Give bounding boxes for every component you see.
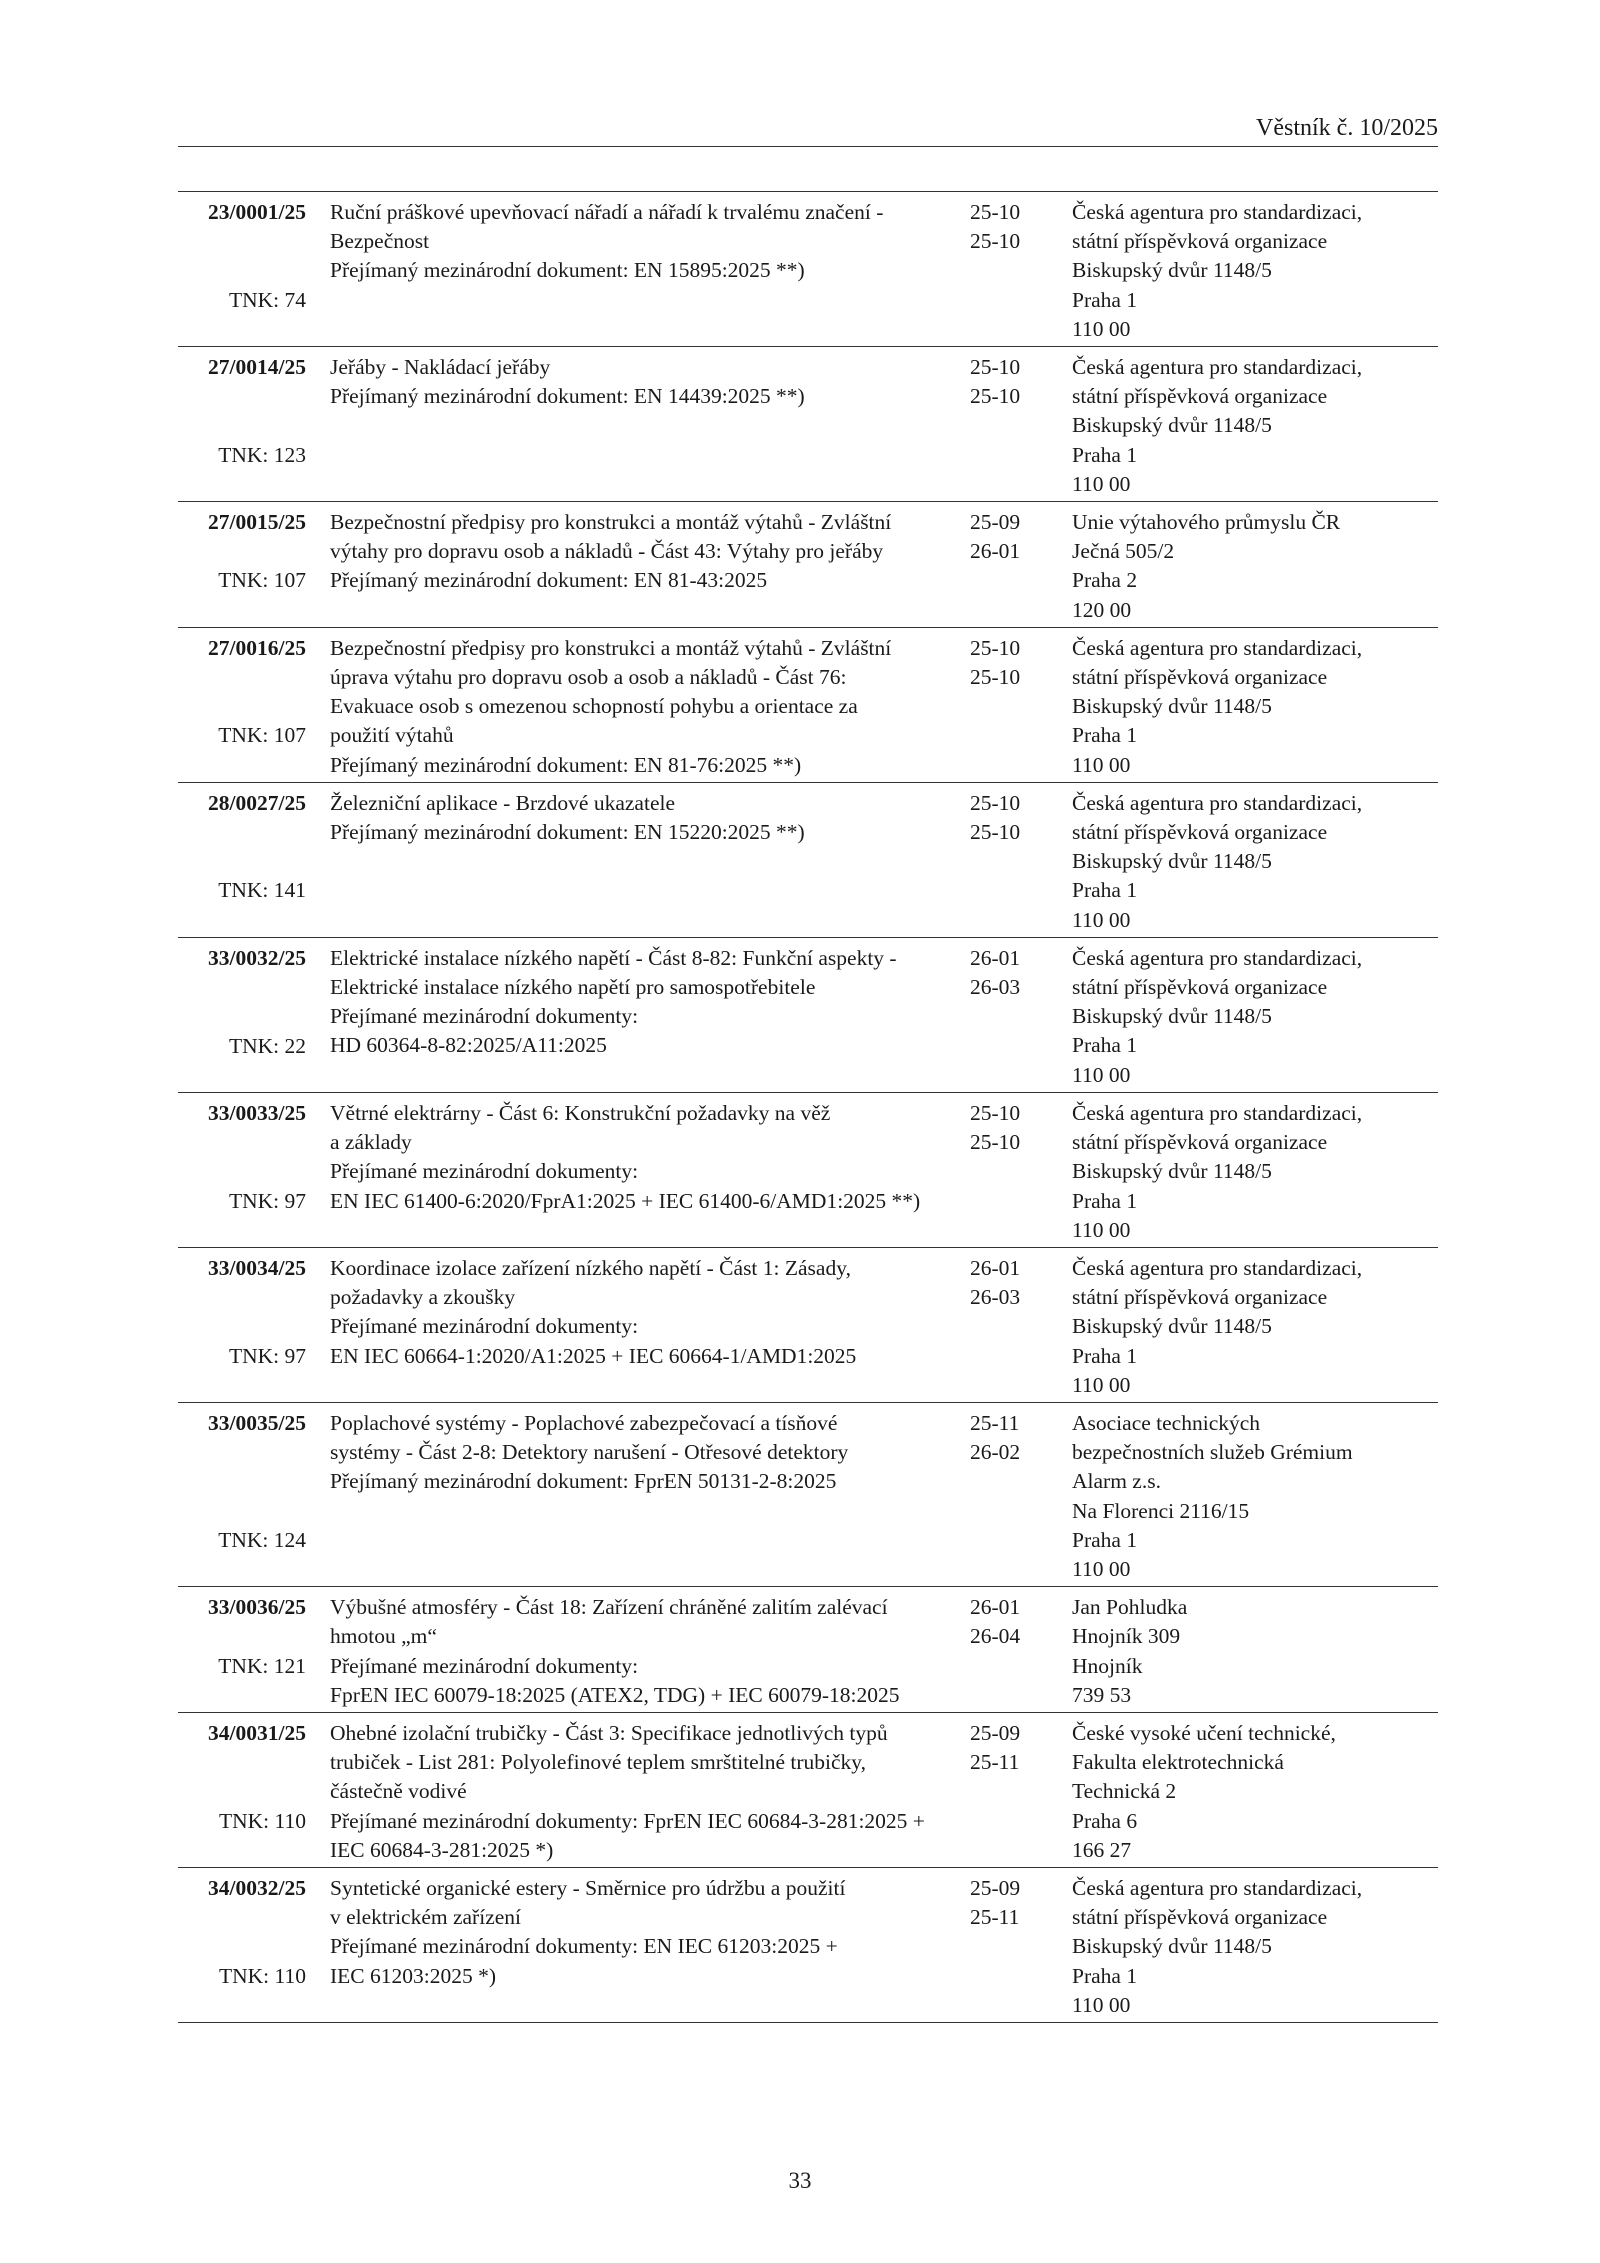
organization-line: státní příspěvková organizace bbox=[1072, 820, 1328, 845]
record-dates bbox=[970, 944, 1050, 1090]
organization-line: Česká agentura pro standardizaci, bbox=[1072, 790, 1363, 815]
date-value: 26-04 bbox=[970, 1624, 1021, 1649]
record-row bbox=[178, 783, 1438, 938]
description-line: Přejímané mezinárodní dokumenty: bbox=[330, 1004, 639, 1029]
record-id-cell bbox=[178, 944, 306, 1090]
organization-line: Biskupský dvůr 1148/5 bbox=[1072, 694, 1272, 719]
record-number: 33/0035/25 bbox=[208, 1410, 306, 1435]
record-organization bbox=[1050, 789, 1438, 935]
record-organization bbox=[1050, 1409, 1438, 1584]
description-line: Přejímané mezinárodní dokumenty: bbox=[330, 1653, 639, 1678]
record-id-cell bbox=[178, 1099, 306, 1245]
organization-line: Česká agentura pro standardizaci, bbox=[1072, 1875, 1363, 1900]
record-tnk: TNK: 107 bbox=[218, 568, 306, 593]
organization-line: Česká agentura pro standardizaci, bbox=[1072, 200, 1363, 224]
date-value: 25-10 bbox=[970, 355, 1021, 380]
record-number: 34/0032/25 bbox=[208, 1875, 306, 1900]
record-number: 27/0016/25 bbox=[208, 635, 306, 660]
record-id-cell bbox=[178, 198, 306, 344]
record-tnk: TNK: 107 bbox=[218, 723, 306, 748]
record-id-cell bbox=[178, 634, 306, 780]
organization-line: státní příspěvková organizace bbox=[1072, 1285, 1328, 1310]
date-value: 26-03 bbox=[970, 1285, 1021, 1310]
organization-line: 166 27 bbox=[1072, 1837, 1132, 1862]
organization-line: Praha 1 bbox=[1072, 1343, 1138, 1368]
record-tnk: TNK: 74 bbox=[228, 287, 306, 312]
record-tnk: TNK: 97 bbox=[228, 1188, 306, 1213]
description-line: EN IEC 60664-1:2020/A1:2025 + IEC 60664-1/AMD1:2025 bbox=[330, 1343, 857, 1368]
date-value: 25-10 bbox=[970, 1100, 1021, 1125]
record-organization bbox=[1050, 1099, 1438, 1245]
record-description bbox=[306, 1593, 970, 1710]
organization-line: 120 00 bbox=[1072, 597, 1132, 622]
organization-line: Praha 1 bbox=[1072, 723, 1138, 748]
description-line: Bezpečnostní předpisy pro konstrukci a montáž výtahů - Zvláštní bbox=[330, 510, 892, 535]
organization-line: státní příspěvková organizace bbox=[1072, 1130, 1328, 1155]
organization-line: 110 00 bbox=[1072, 1372, 1131, 1397]
description-line: Větrné elektrárny - Část 6: Konstrukční požadavky na věž bbox=[330, 1100, 831, 1125]
description-line: Přejímaný mezinárodní dokument: EN 81-43:2025 bbox=[330, 568, 768, 593]
record-dates bbox=[970, 1409, 1050, 1584]
organization-line: 110 00 bbox=[1072, 752, 1131, 777]
description-line: Bezpečnostní předpisy pro konstrukci a montáž výtahů - Zvláštní bbox=[330, 635, 892, 660]
date-value: 25-09 bbox=[970, 510, 1021, 535]
organization-line: Na Florenci 2116/15 bbox=[1072, 1498, 1250, 1523]
description-line: Elektrické instalace nízkého napětí - Část 8-82: Funkční aspekty - bbox=[330, 945, 897, 970]
description-line: požadavky a zkoušky bbox=[330, 1285, 516, 1310]
organization-line: Praha 1 bbox=[1072, 1527, 1138, 1552]
record-organization bbox=[1050, 1874, 1438, 2020]
organization-line: Jan Pohludka bbox=[1072, 1595, 1188, 1620]
organization-line: Praha 1 bbox=[1072, 287, 1138, 312]
organization-line: Biskupský dvůr 1148/5 bbox=[1072, 1314, 1272, 1339]
header-divider bbox=[178, 146, 1438, 147]
description-line: FprEN IEC 60079-18:2025 (ATEX2, TDG) + IEC 60079-18:2025 bbox=[330, 1682, 900, 1707]
description-line: HD 60364-8-82:2025/A11:2025 bbox=[330, 1033, 607, 1058]
record-tnk: TNK: 121 bbox=[218, 1653, 306, 1678]
organization-line: Praha 1 bbox=[1072, 1033, 1138, 1058]
description-line: Železniční aplikace - Brzdové ukazatele bbox=[330, 790, 675, 815]
organization-line: Hnojník bbox=[1072, 1653, 1143, 1678]
date-value: 25-11 bbox=[970, 1750, 1020, 1775]
description-line: úprava výtahu pro dopravu osob a osob a nákladů - Část 76: bbox=[330, 665, 847, 690]
organization-line: Praha 1 bbox=[1072, 878, 1138, 903]
record-dates bbox=[970, 353, 1050, 499]
record-dates bbox=[970, 1593, 1050, 1710]
organization-line: Praha 2 bbox=[1072, 568, 1138, 593]
record-organization bbox=[1050, 508, 1438, 625]
record-description bbox=[306, 1874, 970, 2020]
description-line: částečně vodivé bbox=[330, 1779, 467, 1804]
description-line: systémy - Část 2-8: Detektory narušení - Otřesové detektory bbox=[330, 1440, 849, 1465]
record-organization bbox=[1050, 1719, 1438, 1865]
description-line: Přejímaný mezinárodní dokument: EN 15220:2025 **) bbox=[330, 820, 805, 845]
description-line: Ohebné izolační trubičky - Část 3: Specifikace jednotlivých typů bbox=[330, 1720, 888, 1745]
organization-line: Technická 2 bbox=[1072, 1779, 1177, 1804]
organization-line: České vysoké učení technické, bbox=[1072, 1720, 1336, 1745]
date-value: 26-03 bbox=[970, 975, 1021, 1000]
record-tnk: TNK: 22 bbox=[228, 1033, 306, 1058]
record-tnk: TNK: 110 bbox=[219, 1808, 306, 1833]
record-id-cell bbox=[178, 1409, 306, 1584]
date-value: 25-09 bbox=[970, 1875, 1021, 1900]
date-value: 26-01 bbox=[970, 539, 1021, 564]
date-value: 25-10 bbox=[970, 820, 1021, 845]
date-value: 25-10 bbox=[970, 229, 1021, 254]
organization-line: 110 00 bbox=[1072, 1556, 1131, 1581]
description-line: Elektrické instalace nízkého napětí pro samospotřebitele bbox=[330, 975, 816, 1000]
record-number: 33/0032/25 bbox=[208, 945, 306, 970]
organization-line: Česká agentura pro standardizaci, bbox=[1072, 355, 1363, 380]
organization-line: 110 00 bbox=[1072, 907, 1131, 932]
organization-line: Biskupský dvůr 1148/5 bbox=[1072, 1159, 1272, 1184]
record-number: 27/0015/25 bbox=[208, 510, 306, 535]
date-value: 25-09 bbox=[970, 1720, 1021, 1745]
organization-line: státní příspěvková organizace bbox=[1072, 665, 1328, 690]
record-row bbox=[178, 1248, 1438, 1403]
organization-line: Fakulta elektrotechnická bbox=[1072, 1750, 1284, 1775]
organization-line: státní příspěvková organizace bbox=[1072, 975, 1328, 1000]
organization-line: státní příspěvková organizace bbox=[1072, 384, 1328, 409]
record-row bbox=[178, 1093, 1438, 1248]
record-dates bbox=[970, 1254, 1050, 1400]
record-dates bbox=[970, 1874, 1050, 2020]
organization-line: 110 00 bbox=[1072, 1992, 1131, 2017]
description-line: trubiček - List 281: Polyolefinové teplem smrštitelné trubičky, bbox=[330, 1750, 866, 1775]
record-row bbox=[178, 1587, 1438, 1713]
record-row bbox=[178, 938, 1438, 1093]
organization-line: Praha 6 bbox=[1072, 1808, 1138, 1833]
date-value: 26-01 bbox=[970, 945, 1021, 970]
record-organization bbox=[1050, 198, 1438, 344]
record-number: 33/0034/25 bbox=[208, 1255, 306, 1280]
description-line: Přejímané mezinárodní dokumenty: EN IEC 61203:2025 + bbox=[330, 1934, 838, 1959]
record-dates bbox=[970, 508, 1050, 625]
record-description bbox=[306, 789, 970, 935]
record-number: 23/0001/25 bbox=[208, 200, 306, 224]
record-row bbox=[178, 1713, 1438, 1868]
description-line: Přejímaný mezinárodní dokument: EN 15895:2025 **) bbox=[330, 258, 805, 283]
organization-line: Česká agentura pro standardizaci, bbox=[1072, 1255, 1363, 1280]
record-number: 27/0014/25 bbox=[208, 355, 306, 380]
record-dates bbox=[970, 198, 1050, 344]
record-dates bbox=[970, 1099, 1050, 1245]
record-number: 28/0027/25 bbox=[208, 790, 306, 815]
organization-line: Biskupský dvůr 1148/5 bbox=[1072, 1934, 1272, 1959]
organization-line: Asociace technických bbox=[1072, 1410, 1261, 1435]
organization-line: Unie výtahového průmyslu ČR bbox=[1072, 510, 1341, 535]
record-description bbox=[306, 634, 970, 780]
description-line: v elektrickém zařízení bbox=[330, 1905, 522, 1930]
date-value: 25-11 bbox=[970, 1905, 1020, 1930]
record-description bbox=[306, 198, 970, 344]
organization-line: Praha 1 bbox=[1072, 1963, 1138, 1988]
record-id-cell bbox=[178, 1719, 306, 1865]
organization-line: Ječná 505/2 bbox=[1072, 539, 1175, 564]
record-organization bbox=[1050, 353, 1438, 499]
description-line: použití výtahů bbox=[330, 723, 454, 748]
description-line: Poplachové systémy - Poplachové zabezpečovací a tísňové bbox=[330, 1410, 838, 1435]
description-line: Jeřáby - Nakládací jeřáby bbox=[330, 355, 551, 380]
organization-line: Biskupský dvůr 1148/5 bbox=[1072, 1004, 1272, 1029]
record-dates bbox=[970, 789, 1050, 935]
record-description bbox=[306, 508, 970, 625]
description-line: Přejímaný mezinárodní dokument: EN 81-76:2025 **) bbox=[330, 752, 802, 777]
date-value: 26-01 bbox=[970, 1595, 1021, 1620]
description-line: IEC 60684-3-281:2025 *) bbox=[330, 1837, 554, 1862]
record-row bbox=[178, 347, 1438, 502]
date-value: 26-02 bbox=[970, 1440, 1021, 1465]
date-value: 25-10 bbox=[970, 665, 1021, 690]
organization-line: Česká agentura pro standardizaci, bbox=[1072, 945, 1363, 970]
record-number: 33/0036/25 bbox=[208, 1595, 306, 1620]
record-organization bbox=[1050, 1254, 1438, 1400]
organization-line: 110 00 bbox=[1072, 1217, 1131, 1242]
records-table bbox=[178, 191, 1438, 2023]
record-row bbox=[178, 1868, 1438, 2023]
description-line: Přejímané mezinárodní dokumenty: bbox=[330, 1159, 639, 1184]
record-description bbox=[306, 1409, 970, 1584]
description-line: výtahy pro dopravu osob a nákladů - Část 43: Výtahy pro jeřáby bbox=[330, 539, 884, 564]
organization-line: Praha 1 bbox=[1072, 442, 1138, 467]
organization-line: Biskupský dvůr 1148/5 bbox=[1072, 413, 1272, 438]
record-id-cell bbox=[178, 1593, 306, 1710]
record-tnk: TNK: 97 bbox=[228, 1343, 306, 1368]
description-line: hmotou „m“ bbox=[330, 1624, 437, 1649]
record-tnk: TNK: 124 bbox=[218, 1527, 306, 1552]
record-row bbox=[178, 628, 1438, 783]
date-value: 25-10 bbox=[970, 384, 1021, 409]
record-row bbox=[178, 192, 1438, 347]
organization-line: 110 00 bbox=[1072, 1062, 1131, 1087]
organization-line: státní příspěvková organizace bbox=[1072, 229, 1328, 254]
page-number: 33 bbox=[788, 2168, 812, 2193]
organization-line: bezpečnostních služeb Grémium bbox=[1072, 1440, 1353, 1465]
description-line: Přejímané mezinárodní dokumenty: bbox=[330, 1314, 639, 1339]
record-dates bbox=[970, 1719, 1050, 1865]
record-description bbox=[306, 1719, 970, 1865]
record-id-cell bbox=[178, 789, 306, 935]
date-value: 26-01 bbox=[970, 1255, 1021, 1280]
record-id-cell bbox=[178, 508, 306, 625]
record-description bbox=[306, 353, 970, 499]
record-tnk: TNK: 141 bbox=[218, 878, 306, 903]
record-organization bbox=[1050, 944, 1438, 1090]
date-value: 25-10 bbox=[970, 200, 1021, 224]
record-tnk: TNK: 123 bbox=[218, 442, 306, 467]
date-value: 25-10 bbox=[970, 635, 1021, 660]
journal-title: Věstník č. 10/2025 bbox=[1256, 115, 1438, 141]
description-line: Syntetické organické estery - Směrnice pro údržbu a použití bbox=[330, 1875, 846, 1900]
record-organization bbox=[1050, 1593, 1438, 1710]
description-line: EN IEC 61400-6:2020/FprA1:2025 + IEC 61400-6/AMD1:2025 **) bbox=[330, 1188, 921, 1213]
organization-line: Česká agentura pro standardizaci, bbox=[1072, 1100, 1363, 1125]
record-number: 34/0031/25 bbox=[208, 1720, 306, 1745]
record-number: 33/0033/25 bbox=[208, 1100, 306, 1125]
organization-line: Biskupský dvůr 1148/5 bbox=[1072, 849, 1272, 874]
description-line: Přejímané mezinárodní dokumenty: FprEN IEC 60684-3-281:2025 + bbox=[330, 1808, 925, 1833]
record-tnk: TNK: 110 bbox=[219, 1963, 306, 1988]
organization-line: státní příspěvková organizace bbox=[1072, 1905, 1328, 1930]
organization-line: 110 00 bbox=[1072, 316, 1131, 341]
organization-line: Biskupský dvůr 1148/5 bbox=[1072, 258, 1272, 283]
description-line: Koordinace izolace zařízení nízkého napětí - Část 1: Zásady, bbox=[330, 1255, 851, 1280]
record-id-cell bbox=[178, 1254, 306, 1400]
organization-line: Praha 1 bbox=[1072, 1188, 1138, 1213]
record-row bbox=[178, 1403, 1438, 1587]
description-line: a základy bbox=[330, 1130, 412, 1155]
record-organization bbox=[1050, 634, 1438, 780]
organization-line: Alarm z.s. bbox=[1072, 1469, 1161, 1494]
description-line: Přejímaný mezinárodní dokument: FprEN 50131-2-8:2025 bbox=[330, 1469, 837, 1494]
record-description bbox=[306, 1099, 970, 1245]
organization-line: Hnojník 309 bbox=[1072, 1624, 1181, 1649]
description-line: Evakuace osob s omezenou schopností pohybu a orientace za bbox=[330, 694, 858, 719]
record-row bbox=[178, 502, 1438, 628]
description-line: Ruční práškové upevňovací nářadí a nářadí k trvalému značení - bbox=[330, 200, 884, 224]
description-line: IEC 61203:2025 *) bbox=[330, 1963, 497, 1988]
date-value: 25-10 bbox=[970, 1130, 1021, 1155]
record-description bbox=[306, 1254, 970, 1400]
organization-line: Česká agentura pro standardizaci, bbox=[1072, 635, 1363, 660]
description-line: Přejímaný mezinárodní dokument: EN 14439:2025 **) bbox=[330, 384, 805, 409]
record-id-cell bbox=[178, 1874, 306, 2020]
date-value: 25-10 bbox=[970, 790, 1021, 815]
record-id-cell bbox=[178, 353, 306, 499]
description-line: Výbušné atmosféry - Část 18: Zařízení chráněné zalitím zalévací bbox=[330, 1595, 888, 1620]
record-dates bbox=[970, 634, 1050, 780]
date-value: 25-11 bbox=[970, 1410, 1020, 1435]
organization-line: 739 53 bbox=[1072, 1682, 1132, 1707]
organization-line: 110 00 bbox=[1072, 471, 1131, 496]
record-description bbox=[306, 944, 970, 1090]
description-line: Bezpečnost bbox=[330, 229, 430, 254]
